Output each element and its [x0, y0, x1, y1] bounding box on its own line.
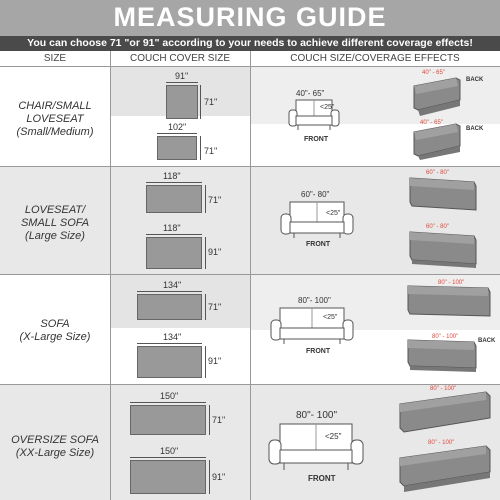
- cover-height: 71": [204, 146, 218, 156]
- effect-range: 40" - 65": [422, 70, 445, 76]
- divider: [250, 51, 251, 500]
- cover-width: 118": [163, 171, 181, 181]
- cover-width: 134": [163, 332, 182, 342]
- cover-height: 91": [212, 472, 226, 482]
- size-label-row-1: [0, 100, 110, 139]
- couch-width-range: 80"- 100": [298, 296, 331, 305]
- size-line: SOFA: [40, 318, 70, 330]
- column-header-effects: COUCH SIZE/COVERAGE EFFECTS: [290, 53, 460, 64]
- dimension-line: [130, 402, 206, 403]
- size-line: LOVESEAT: [26, 113, 84, 125]
- couch-depth: <25": [326, 210, 341, 217]
- cover-height: 71": [208, 195, 222, 205]
- front-label: FRONT: [306, 241, 331, 248]
- cover-swatch: [137, 346, 202, 378]
- cover-swatch: [146, 237, 202, 269]
- couch-depth: <25": [320, 104, 335, 111]
- back-label: BACK: [478, 338, 496, 344]
- sofa-back-view: [396, 442, 496, 494]
- cover-width: 118": [163, 223, 181, 233]
- size-line: CHAIR/SMALL: [18, 100, 92, 112]
- dimension-line: [205, 237, 206, 269]
- couch-outline: [270, 306, 354, 346]
- cover-swatch: [166, 85, 198, 119]
- dimension-line: [209, 405, 210, 435]
- cover-width: 91": [175, 71, 189, 81]
- sofa-back-view: [396, 388, 496, 438]
- effect-range: 80" - 100": [432, 334, 459, 340]
- size-line: (Large Size): [25, 230, 85, 242]
- divider: [110, 51, 111, 500]
- column-header-cover: COUCH COVER SIZE: [129, 53, 230, 64]
- size-line: (X-Large Size): [19, 331, 91, 343]
- front-label: FRONT: [306, 348, 331, 355]
- effect-range: 60" - 80": [426, 224, 449, 230]
- cover-width: 134": [163, 280, 182, 290]
- couch-outline: [268, 422, 364, 472]
- cover-swatch: [130, 405, 206, 435]
- couch-depth: <25": [323, 314, 338, 321]
- dimension-line: [166, 82, 198, 83]
- effect-range: 60" - 80": [426, 170, 449, 176]
- size-label-row-4: [0, 434, 110, 460]
- effect-range: 80" - 100": [438, 280, 465, 286]
- cover-swatch: [146, 185, 202, 213]
- cover-swatch: [157, 136, 197, 160]
- dimension-line: [146, 182, 202, 183]
- cover-width: 102": [168, 122, 187, 132]
- dimension-line: [130, 457, 206, 458]
- couch-width-range: 40"- 65": [296, 89, 325, 98]
- cover-height: 91": [208, 356, 222, 366]
- dimension-line: [205, 346, 206, 378]
- header-bar: [0, 0, 500, 36]
- dimension-line: [209, 460, 210, 494]
- sofa-back-view: [406, 224, 478, 270]
- couch-width-range: 80"- 100": [296, 410, 338, 421]
- dimension-line: [200, 85, 201, 119]
- couch-width-range: 60"- 80": [301, 190, 330, 199]
- cover-height: 71": [208, 302, 222, 312]
- dimension-line: [146, 234, 202, 235]
- sofa-back-view: [406, 170, 478, 216]
- back-label: BACK: [466, 77, 484, 83]
- couch-outline: [280, 200, 354, 240]
- size-line: (Small/Medium): [16, 126, 94, 138]
- dimension-line: [205, 185, 206, 213]
- back-label: BACK: [466, 126, 484, 132]
- cover-swatch: [137, 294, 202, 320]
- couch-depth: <25": [325, 432, 342, 441]
- front-label: FRONT: [304, 136, 329, 143]
- effect-range: 80" - 100": [430, 386, 457, 392]
- size-line: SMALL SOFA: [20, 217, 90, 229]
- effect-range: 40" - 65": [420, 120, 443, 126]
- subtitle: You can choose 71 "or 91" according to your needs to achieve different coverage effects!: [27, 37, 473, 49]
- dimension-line: [205, 294, 206, 320]
- front-label: FRONT: [308, 474, 336, 483]
- cover-width: 150": [160, 391, 179, 401]
- cover-swatch: [130, 460, 206, 494]
- subtitle-bar: [0, 36, 500, 51]
- size-line: (XX-Large Size): [15, 447, 95, 459]
- page-title: MEASURING GUIDE: [113, 2, 387, 32]
- dimension-line: [137, 291, 202, 292]
- dimension-line: [137, 343, 202, 344]
- effect-range: 80" - 100": [428, 440, 455, 446]
- column-header-size: SIZE: [43, 53, 67, 64]
- sofa-back-view: [410, 72, 462, 118]
- cover-height: 71": [212, 415, 226, 425]
- cover-height: 71": [204, 97, 218, 107]
- dimension-line: [200, 136, 201, 160]
- cover-height: 91": [208, 247, 222, 257]
- dimension-line: [157, 133, 197, 134]
- size-label-row-3: [0, 318, 110, 344]
- size-label-row-2: [0, 204, 110, 243]
- cover-width: 150": [160, 446, 179, 456]
- size-line: LOVESEAT/: [24, 204, 86, 216]
- size-line: OVERSIZE SOFA: [11, 434, 99, 446]
